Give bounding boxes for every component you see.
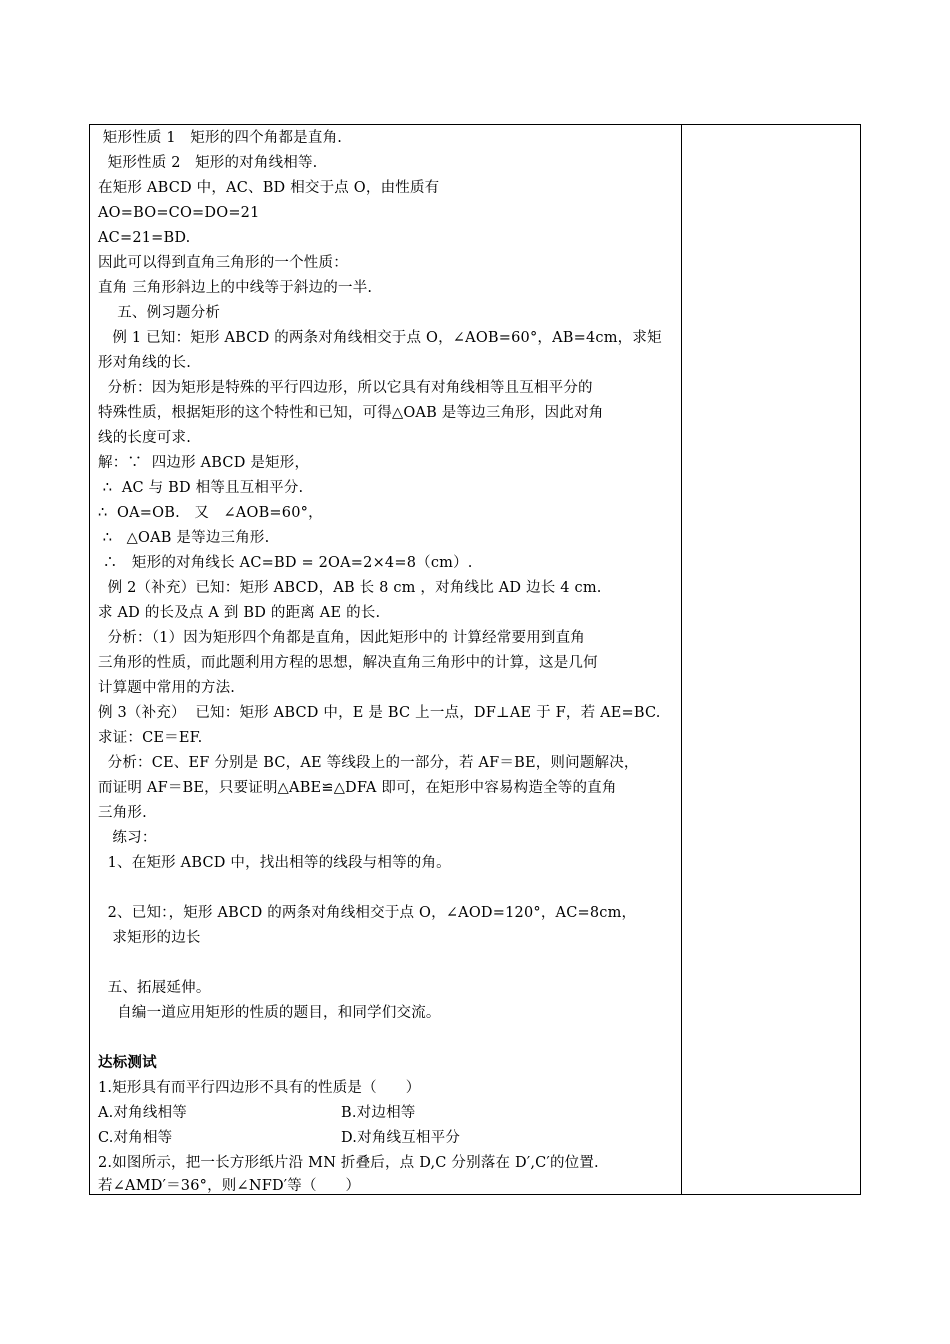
- question-1: 1.矩形具有而平行四边形不具有的性质是（ ）: [98, 1080, 421, 1096]
- text-line: 因此可以得到直角三角形的一个性质：: [98, 255, 348, 271]
- text-line: ∴ △OAB 是等边三角形.: [98, 530, 270, 546]
- option-c: C.对角相等: [98, 1130, 173, 1146]
- lesson-table: [89, 124, 861, 1195]
- column-divider: [681, 125, 682, 1194]
- text-line: ∴ AC 与 BD 相等且互相平分.: [98, 480, 304, 496]
- text-line: 矩形性质 2 矩形的对角线相等.: [98, 155, 318, 171]
- text-line: AO=BO=CO=DO=21: [98, 205, 260, 221]
- text-line: 练习：: [98, 830, 157, 846]
- text-line: 求证：CE＝EF.: [98, 730, 203, 746]
- text-line: ∴ OA=OB. 又 ∠AOB=60°，: [98, 505, 323, 521]
- text-line: 例 3（补充） 已知：矩形 ABCD 中，E 是 BC 上一点，DF⊥AE 于 F，若 AE=BC.: [98, 705, 661, 721]
- text-line: 三角形的性质，而此题利用方程的思想，解决直角三角形中的计算，这是几何: [98, 655, 598, 671]
- text-line: 直角 三角形斜边上的中线等于斜边的一半.: [98, 280, 373, 296]
- text-line: 解：∵ 四边形 ABCD 是矩形，: [98, 455, 310, 471]
- text-line: 三角形.: [98, 805, 147, 821]
- text-line: 1、在矩形 ABCD 中，找出相等的线段与相等的角。: [98, 855, 451, 871]
- text-line: 特殊性质，根据矩形的这个特性和已知，可得△OAB 是等边三角形，因此对角: [98, 405, 604, 421]
- text-line: 线的长度可求.: [98, 430, 192, 446]
- text-line: 求 AD 的长及点 A 到 BD 的距离 AE 的长.: [98, 605, 381, 621]
- text-line: 分析：（1）因为矩形四个角都是直角，因此矩形中的 计算经常要用到直角: [98, 630, 585, 646]
- text-line: 在矩形 ABCD 中，AC、BD 相交于点 O，由性质有: [98, 180, 440, 196]
- option-d: D.对角线互相平分: [341, 1130, 461, 1146]
- section-heading: 五、例习题分析: [98, 305, 221, 321]
- text-line: 形对角线的长.: [98, 355, 192, 371]
- text-line: 计算题中常用的方法.: [98, 680, 236, 696]
- test-heading: 达标测试: [98, 1055, 157, 1071]
- text-line: 而证明 AF＝BE，只要证明△ABE≌△DFA 即可，在矩形中容易构造全等的直角: [98, 780, 617, 796]
- text-line: 例 1 已知：矩形 ABCD 的两条对角线相交于点 O，∠AOB=60°，AB=4cm，求矩: [98, 330, 662, 346]
- text-line: 求矩形的边长: [98, 930, 201, 946]
- section-heading: 五、拓展延伸。: [98, 980, 211, 996]
- text-line: 矩形性质 1 矩形的四个角都是直角.: [98, 130, 343, 146]
- option-a: A.对角线相等: [98, 1105, 187, 1121]
- text-line: 分析：因为矩形是特殊的平行四边形，所以它具有对角线相等且互相平分的: [98, 380, 593, 396]
- text-line: AC=21=BD.: [98, 230, 191, 246]
- text-line: 自编一道应用矩形的性质的题目，和同学们交流。: [98, 1005, 441, 1021]
- text-line: ∴ 矩形的对角线长 AC=BD = 2OA=2×4=8（cm）.: [98, 555, 473, 571]
- text-line: 分析：CE、EF 分别是 BC，AE 等线段上的一部分，若 AF＝BE，则问题解决，: [98, 755, 639, 771]
- question-2: 2.如图所示，把一长方形纸片沿 MN 折叠后，点 D,C 分别落在 D′,C′的位置.: [98, 1155, 599, 1171]
- text-line: 例 2（补充）已知：矩形 ABCD，AB 长 8 cm ，对角线比 AD 边长 4 cm.: [98, 580, 602, 596]
- text-line: 2、已知：，矩形 ABCD 的两条对角线相交于点 O，∠AOD=120°，AC=8cm，: [98, 905, 637, 921]
- option-b: B.对边相等: [341, 1105, 416, 1121]
- question-2-cont: 若∠AMD′＝36°，则∠NFD′等（ ）: [98, 1178, 361, 1194]
